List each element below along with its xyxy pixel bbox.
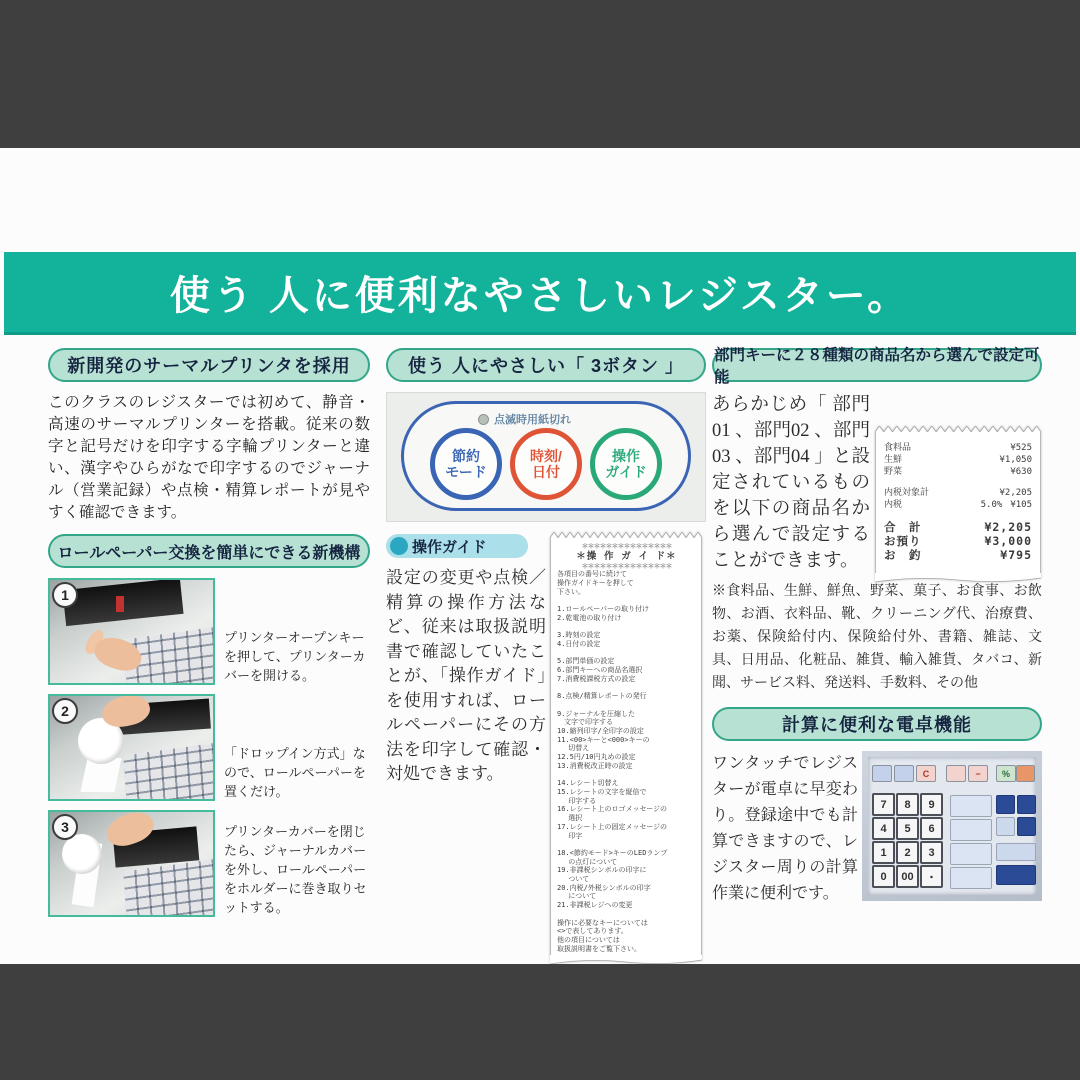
receipt-total-line: お 釣 ¥795 <box>884 548 1032 562</box>
receipt-items <box>884 442 1032 478</box>
receipt-line: 10.縮列印字/全印字の設定 <box>557 727 644 736</box>
keypad-digit-key: 5 <box>896 817 919 840</box>
title-banner <box>4 252 1076 335</box>
receipt-line: 印字する <box>557 796 597 805</box>
keypad-function-key <box>946 765 966 782</box>
calculator-body: ワンタッチでレジスターが電卓に早変わり。登録途中でも計算できますので、レジスター周りの計算作業に便利です。 <box>712 755 858 902</box>
receipt-line: <>で表してあります。 <box>557 927 628 936</box>
receipt-tax-lines <box>884 487 1032 511</box>
receipt-line: ついて <box>557 875 590 884</box>
register-keys-illustration <box>123 858 215 917</box>
receipt-line: について <box>557 892 597 901</box>
bottom-dark-bar <box>0 964 1080 1080</box>
receipt-line: 21.非課税レジへの変更 <box>557 901 633 910</box>
receipt-line: 13.消費税改正時の設定 <box>557 761 633 770</box>
paper-roll-illustration <box>62 834 102 874</box>
receipt-tax-line: 内税対象計 ¥2,205 <box>884 488 1032 498</box>
right-column <box>712 348 1042 907</box>
department-section <box>712 392 1042 574</box>
receipt-line: 操作に必要なキーについては <box>557 918 648 927</box>
register-function-key <box>1017 817 1036 836</box>
receipt-line: 11.<00>キーと<000>キーの <box>557 735 650 744</box>
register-function-key <box>996 817 1015 836</box>
receipt-line: 15.レシートの文字を縦倍で <box>557 787 647 796</box>
step-3 <box>48 810 370 917</box>
keypad-digit-key: 9 <box>920 793 943 816</box>
guide-section <box>386 532 706 953</box>
receipt-line: 18.<節約モード>キーのLEDランプ <box>557 848 668 857</box>
subtotal-key <box>996 843 1036 861</box>
receipt-line: の点灯について <box>557 857 618 866</box>
receipt-zigzag-edge <box>550 532 702 538</box>
register-keys-illustration <box>123 742 215 801</box>
receipt-line: 印字 <box>557 831 583 840</box>
keypad-digit-key: 2 <box>896 841 919 864</box>
calculator-section <box>712 751 1042 907</box>
receipt-line <box>557 597 696 606</box>
receipt-line <box>557 623 696 632</box>
receipt-line: 20.内税/外税シンボルの印字 <box>557 883 651 892</box>
keypad-digit-key: 0 <box>872 865 895 888</box>
thermal-printer-body: このクラスのレジスターでは初めて、静音・高速のサーマルプリンターを搭載。従来の数字と記号だけを印字する字輪プリンターと違い、漢字やひらがなで印字するのでジャーナル（営業記録）や点検・精算レポートが見やすく確認できます。 <box>48 394 370 521</box>
keypad-digit-key: 3 <box>920 841 943 864</box>
keypad-photo <box>862 751 1042 901</box>
keypad-clear-key: C <box>916 765 936 782</box>
register-function-key <box>1017 795 1036 814</box>
step1-number-badge: 1 <box>52 582 78 608</box>
keypad-function-key <box>872 765 892 782</box>
receipt-line: 6.部門キーへの商品名選択 <box>557 666 643 675</box>
button-row <box>404 428 688 500</box>
receipt-line: 19.非課税シンボルの印字に <box>557 866 647 875</box>
receipt-wave-edge <box>875 573 1041 585</box>
receipt-line: 5.部門単価の設定 <box>557 657 615 666</box>
step-2 <box>48 694 370 801</box>
guide-badge <box>386 534 528 558</box>
keypad-digit-key: ・ <box>920 865 943 888</box>
receipt-line: 1.ロールペーパーの取り付け <box>557 605 649 614</box>
step1-photo <box>48 578 215 685</box>
three-button-panel-photo <box>386 392 706 522</box>
cash-key <box>996 865 1036 885</box>
keypad-function-key <box>1016 765 1035 782</box>
keypad-digit-grid <box>872 793 943 888</box>
receipt-lines <box>557 570 696 953</box>
step-1 <box>48 578 370 685</box>
step2-number-badge: 2 <box>52 698 78 724</box>
keypad-digit-key: 6 <box>920 817 943 840</box>
guide-receipt <box>550 532 702 967</box>
step2-caption: 「ドロップイン方式」なので、ロールペーパーを置くだけ。 <box>224 746 366 799</box>
department-body: あらかじめ「 部門01 、部門02 、部門03 、部門04 」と設定されているものを以下の商品名から選んで設定することができます。 <box>712 395 870 571</box>
receipt-item: 野菜 ¥630 <box>884 467 1032 477</box>
operation-guide-button: 操作 ガイド <box>590 428 662 500</box>
receipt-line: 8.点検/精算レポートの発行 <box>557 692 647 701</box>
receipt-line <box>557 771 696 780</box>
receipt-totals <box>884 520 1032 562</box>
led-label: 点滅時用紙切れ <box>494 414 571 426</box>
receipt-line: 切替え <box>557 744 590 753</box>
top-dark-bar <box>0 0 1080 148</box>
receipt-line: 12.5円/10円丸めの設定 <box>557 753 636 762</box>
guide-body: 設定の変更や点検／精算の操作方法など、従来は取扱説明書で確認していたことが、「操作ガイド」を使用すれば、ロールペーパーにその方法を印字して確認・対処できます。 <box>386 568 546 783</box>
receipt-total-line: お預り ¥3,000 <box>884 534 1032 548</box>
step2-photo <box>48 694 215 801</box>
register-function-key <box>996 795 1015 814</box>
receipt-item: 食料品 ¥525 <box>884 443 1032 453</box>
time-date-button: 時刻/ 日付 <box>510 428 582 500</box>
receipt-line: 4.日付の設定 <box>557 640 601 649</box>
receipt-title: ＊操 作 ガ イ ド＊ <box>576 550 677 562</box>
section-header-roll-paper: ロールペーパー交換を簡単にできる新機構 <box>48 534 370 568</box>
receipt-line: 3.時刻の設定 <box>557 631 601 640</box>
receipt-zigzag-edge <box>875 426 1041 432</box>
department-key <box>950 819 992 841</box>
receipt-line: 14.レシート切替え <box>557 779 619 788</box>
receipt-line <box>557 840 696 849</box>
receipt-line <box>557 649 696 658</box>
step3-photo <box>48 810 215 917</box>
keypad-function-key <box>894 765 914 782</box>
receipt-line: 選択 <box>557 814 583 823</box>
section-header-calculator: 計算に便利な電卓機能 <box>712 707 1042 741</box>
receipt-line: 取扱説明書をご覧下さい。 <box>557 944 641 953</box>
step3-number-badge: 3 <box>52 814 78 840</box>
receipt-item: 生鮮 ¥1,050 <box>884 455 1032 465</box>
section-header-department-keys: 部門キーに２８種類の商品名から選んで設定可能 <box>712 348 1042 382</box>
middle-column <box>386 348 706 953</box>
sample-receipt <box>875 426 1041 585</box>
section-header-thermal-printer: 新開発のサーマルプリンタを採用 <box>48 348 370 382</box>
keypad-panel <box>868 757 1036 895</box>
guide-badge-dot-icon <box>390 537 408 555</box>
receipt-decoration: ＊＊＊＊＊＊＊＊＊＊＊＊＊＊＊ <box>581 561 672 570</box>
paper-out-led-row <box>478 411 688 427</box>
receipt-line: 文字で印字する <box>557 718 613 727</box>
printer-open-key-illustration <box>116 596 124 612</box>
save-mode-button: 節約 モード <box>430 428 502 500</box>
page-title: 使う 人に便利なやさしいレジスター。 <box>169 272 911 318</box>
step3-caption: プリンターカバーを閉じたら、ジャーナルカバーを外し、ロールペーパーをホルダーに巻き取りセットする。 <box>224 824 367 915</box>
keypad-percent-key: % <box>996 765 1016 782</box>
receipt-line: 他の項目については <box>557 935 620 944</box>
receipt-line: 操作ガイドキーを押して <box>557 579 634 588</box>
receipt-line <box>557 684 696 693</box>
receipt-line <box>557 701 696 710</box>
keypad-digit-key: 1 <box>872 841 895 864</box>
receipt-total-line: 合 計 ¥2,205 <box>884 520 1032 534</box>
department-name-list: ※食料品、生鮮、鮮魚、野菜、菓子、お食事、お飲物、お酒、衣料品、靴、クリーニング代、治療費、お薬、保険給付内、保険給付外、書籍、雑誌、文具、日用品、化粧品、雑貨、輸入雑貨、タバコ、新聞、サービス料、発送料、手数料、その他 <box>712 584 1042 691</box>
receipt-line: 2.乾電池の取り付け <box>557 613 622 622</box>
department-key <box>950 867 992 889</box>
left-column <box>48 348 370 926</box>
department-key <box>950 795 992 817</box>
receipt-line: 7.消費税課税方式の設定 <box>557 674 636 683</box>
keypad-digit-key: 00 <box>896 865 919 888</box>
guide-badge-label: 操作ガイド <box>412 538 487 556</box>
receipt-tax-line: 内税 5.0% ¥105 <box>884 500 1032 510</box>
section-header-three-buttons: 使う 人にやさしい「 3ボタン 」 <box>386 348 706 382</box>
receipt-decoration: ＊＊＊＊＊＊＊＊＊＊＊＊＊＊＊ <box>581 542 672 550</box>
receipt-line: 下さい。 <box>557 587 585 596</box>
receipt-line <box>557 910 696 919</box>
step1-caption: プリンターオープンキーを押して、プリンターカバーを開ける。 <box>224 630 366 683</box>
keypad-digit-key: 8 <box>896 793 919 816</box>
receipt-line: 各項目の番号に続けて <box>557 570 627 579</box>
receipt-line: 16.レシート上のロゴメッセージの <box>557 805 668 814</box>
led-indicator <box>478 414 489 425</box>
keypad-digit-key: 7 <box>872 793 895 816</box>
receipt-line: 9.ジャーナルを圧縮した <box>557 709 635 718</box>
button-panel <box>401 401 691 511</box>
keypad-minus-key: − <box>968 765 988 782</box>
department-key <box>950 843 992 865</box>
receipt-line: 17.レシート上の固定メッセージの <box>557 822 668 831</box>
keypad-digit-key: 4 <box>872 817 895 840</box>
